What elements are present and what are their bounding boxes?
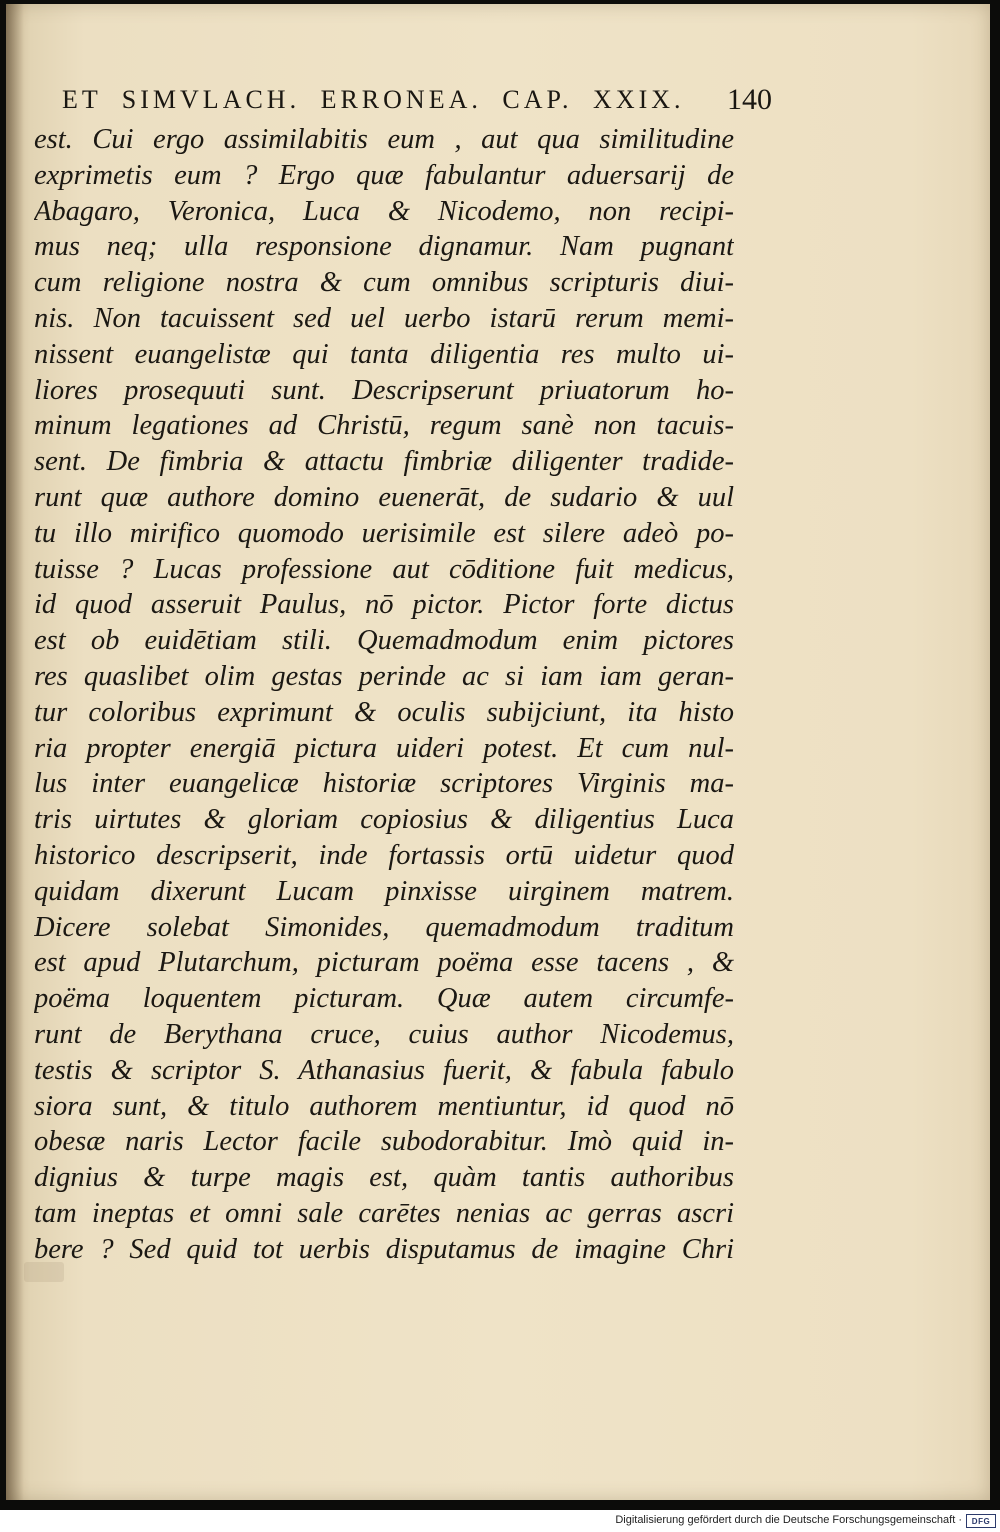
gutter-shadow bbox=[6, 4, 24, 1500]
text-line: sent. De fimbria & attactu fimbriæ diligenter tradide- bbox=[34, 446, 734, 478]
text-line: est. Cui ergo assimilabitis eum , aut qua similitudine bbox=[34, 124, 734, 155]
text-line: runt quæ authore domino euenerāt, de sudario & uul bbox=[34, 481, 734, 513]
text-line: Dicere solebat Simonides, quemadmodum traditum bbox=[34, 911, 734, 943]
ink-show-through bbox=[24, 1262, 64, 1282]
running-head bbox=[62, 80, 772, 120]
text-line: obesæ naris Lector facile subodorabitur. Imò quid in- bbox=[34, 1126, 734, 1158]
text-line: bere ? Sed quid tot uerbis disputamus de imagine Chri bbox=[34, 1233, 734, 1265]
text-block bbox=[34, 122, 734, 1268]
book-page bbox=[6, 4, 990, 1500]
text-line: runt de Berythana cruce, cuius author Nicodemus, bbox=[34, 1018, 734, 1050]
text-line: lus inter euangelicæ historiæ scriptores Virginis ma- bbox=[34, 768, 734, 800]
folio-number: 140 bbox=[727, 83, 772, 116]
text-line: Abagaro, Veronica, Luca & Nicodemo, non recipi- bbox=[34, 195, 734, 227]
text-line: est apud Plutarchum, picturam poëma esse tacens , & bbox=[34, 947, 734, 979]
text-line: tris uirtutes & gloriam copiosius & diligentius Luca bbox=[34, 804, 734, 836]
dfg-logo bbox=[966, 1514, 996, 1528]
text-line: minum legationes ad Christū, regum sanè non tacuis- bbox=[34, 410, 734, 442]
text-line: liores prosequuti sunt. Descripserunt priuatorum ho- bbox=[34, 374, 734, 406]
text-line: tam ineptas et omni sale carētes nenias ac gerras ascri bbox=[34, 1197, 734, 1229]
text-line: quidam dixerunt Lucam pinxisse uirginem matrem. bbox=[34, 875, 734, 907]
text-line: dignius & turpe magis est, quàm tantis authoribus bbox=[34, 1162, 734, 1194]
running-head-title: ET SIMVLACH. ERRONEA. CAP. XXIX. bbox=[62, 85, 685, 114]
footer-bar bbox=[0, 1510, 1000, 1532]
text-line: nissent euangelistæ qui tanta diligentia res multo ui- bbox=[34, 338, 734, 370]
dfg-logo-text: DFG bbox=[971, 1516, 991, 1526]
text-line: tuisse ? Lucas professione aut cōditione fuit medicus, bbox=[34, 553, 734, 585]
text-line: ria propter energiā pictura uideri potest. Et cum nul- bbox=[34, 732, 734, 764]
text-line: testis & scriptor S. Athanasius fuerit, & fabula fabulo bbox=[34, 1054, 734, 1086]
text-line: historico descripserit, inde fortassis ortū uidetur quod bbox=[34, 839, 734, 871]
text-line: siora sunt, & titulo authorem mentiuntur, id quod nō bbox=[34, 1090, 734, 1122]
footer-credit: Digitalisierung gefördert durch die Deutsche Forschungsgemeinschaft · bbox=[615, 1514, 962, 1526]
text-line: nis. Non tacuissent sed uel uerbo istarū rerum memi- bbox=[34, 302, 734, 334]
text-line: tur coloribus exprimunt & oculis subijciunt, ita histo bbox=[34, 696, 734, 728]
text-line: mus neq; ulla responsione dignamur. Nam pugnant bbox=[34, 231, 734, 263]
text-line: res quaslibet olim gestas perinde ac si iam iam geran- bbox=[34, 660, 734, 692]
text-line: exprimetis eum ? Ergo quæ fabulantur aduersarij de bbox=[34, 159, 734, 191]
text-line: cum religione nostra & cum omnibus scripturis diui- bbox=[34, 267, 734, 299]
text-line: est ob euidētiam stili. Quemadmodum enim pictores bbox=[34, 625, 734, 657]
text-line: poëma loquentem picturam. Quæ autem circumfe- bbox=[34, 983, 734, 1015]
text-line: id quod asseruit Paulus, nō pictor. Pictor forte dictus bbox=[34, 589, 734, 621]
text-line: tu illo mirifico quomodo uerisimile est silere adeò po- bbox=[34, 517, 734, 549]
